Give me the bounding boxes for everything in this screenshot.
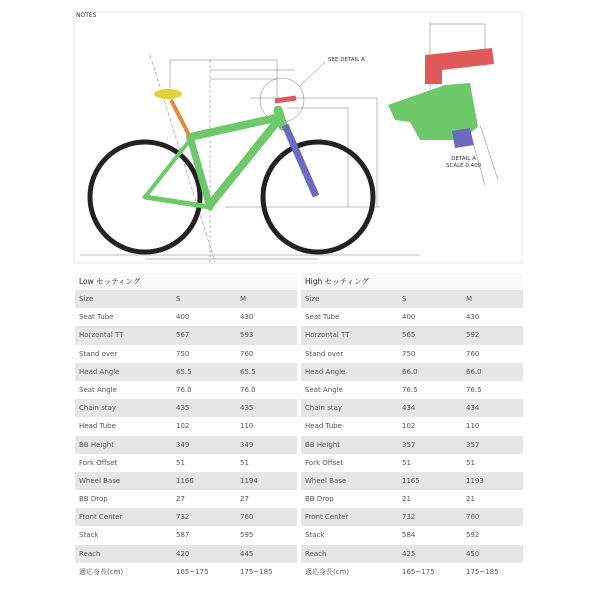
row-label: Stand over [79, 349, 118, 358]
size-m-value: 434 [466, 404, 480, 413]
size-s-value: 750 [402, 349, 416, 358]
table-row [75, 526, 297, 544]
size-s-value: 584 [402, 531, 416, 540]
row-label: Fork Offset [79, 458, 118, 467]
row-label: Stack [305, 531, 325, 540]
table-row [75, 490, 297, 508]
row-label: Stand over [305, 349, 344, 358]
size-m-value: 66.0 [466, 367, 482, 376]
row-label: BB Drop [79, 495, 108, 504]
size-s-value: 102 [176, 422, 190, 431]
row-label: Seat Angle [305, 385, 343, 394]
table-row [301, 508, 523, 526]
size-s-value: S [402, 295, 407, 303]
row-label: Wheel Base [79, 476, 121, 485]
size-s-value: 65.5 [176, 367, 192, 376]
size-m-value: 430 [466, 313, 480, 322]
size-s-value: 732 [176, 513, 190, 522]
row-label: Front Center [305, 513, 349, 522]
table-header-row [75, 290, 297, 308]
low-setting-table [75, 273, 297, 581]
row-label: Fork Offset [305, 458, 344, 467]
row-label: Chain stay [305, 404, 343, 413]
row-label: Seat Tube [79, 313, 114, 322]
size-m-value: 110 [466, 422, 480, 431]
table-row [75, 545, 297, 563]
table-row [301, 472, 523, 490]
size-m-value: 65.5 [240, 367, 256, 376]
size-m-value: 593 [240, 331, 254, 340]
table-row [301, 436, 523, 454]
table-row [301, 563, 523, 581]
size-m-value: 435 [240, 404, 254, 413]
size-s-value: 567 [176, 331, 190, 340]
size-s-value: 435 [176, 404, 190, 413]
row-label: Head Tube [305, 422, 342, 431]
size-s-value: 400 [402, 313, 416, 322]
size-m-value: 1194 [240, 476, 258, 485]
table-row [75, 508, 297, 526]
size-m-value: 76.0 [240, 385, 256, 394]
table-row [75, 363, 297, 381]
size-s-value: 420 [176, 549, 190, 558]
table-row [301, 454, 523, 472]
size-s-value: 51 [176, 458, 185, 467]
table-row [301, 326, 523, 344]
size-m-value: 1193 [466, 476, 484, 485]
size-m-value: 592 [466, 331, 480, 340]
size-s-value: 76.0 [176, 385, 192, 394]
size-s-value: 27 [176, 495, 185, 504]
size-s-value: 349 [176, 440, 190, 449]
size-m-value: 445 [240, 549, 254, 558]
size-s-value: 165~175 [402, 567, 435, 576]
size-s-value: 565 [402, 331, 416, 340]
size-m-value: 21 [466, 495, 475, 504]
table-row [75, 472, 297, 490]
table-header-row [301, 290, 523, 308]
size-m-value: M [240, 295, 247, 303]
table-row [75, 417, 297, 435]
size-m-value: 51 [240, 458, 249, 467]
table-row [75, 308, 297, 326]
detail-title: DETAIL A [451, 156, 476, 162]
bike-geometry-diagram [0, 0, 600, 270]
size-s-value: 400 [176, 313, 190, 322]
size-m-value: 110 [240, 422, 254, 431]
size-s-value: 165~175 [176, 567, 209, 576]
row-label: Horzontal TT [79, 331, 124, 340]
notes-label: NOTES [76, 12, 97, 19]
table-row [301, 381, 523, 399]
size-m-value: 450 [466, 549, 480, 558]
table-row [75, 345, 297, 363]
see-detail-label: SEE DETAIL A [328, 57, 365, 63]
size-m-value: 595 [240, 531, 254, 540]
row-label: BB Drop [305, 495, 334, 504]
size-s-value: 750 [176, 349, 190, 358]
size-s-value: 76.5 [402, 385, 418, 394]
size-s-value: 732 [402, 513, 416, 522]
table-row [301, 345, 523, 363]
size-m-value: 175~185 [466, 567, 499, 576]
size-m-value: 175~185 [240, 567, 273, 576]
row-label: Horzontal TT [305, 331, 350, 340]
size-m-value: 76.5 [466, 385, 482, 394]
row-label: 適応身長(cm) [79, 567, 124, 576]
row-label: Head Angle [79, 367, 120, 376]
row-label: Reach [79, 549, 101, 558]
row-label: Stack [79, 531, 99, 540]
size-m-value: 760 [240, 349, 254, 358]
table-row [75, 454, 297, 472]
table-row [75, 399, 297, 417]
size-m-value: 760 [240, 513, 254, 522]
row-label: 適応身長(cm) [305, 567, 350, 576]
row-label: Front Center [79, 513, 123, 522]
row-label: Wheel Base [305, 476, 347, 485]
size-m-value: M [466, 295, 473, 303]
table-row [301, 399, 523, 417]
size-s-value: S [176, 295, 181, 303]
row-label: Reach [305, 549, 327, 558]
table-title: High セッティング [301, 273, 523, 290]
size-m-value: 27 [240, 495, 249, 504]
size-s-value: 1165 [402, 476, 420, 485]
row-label: Seat Angle [79, 385, 117, 394]
table-row [75, 326, 297, 344]
row-label: Chain stay [79, 404, 117, 413]
table-row [75, 563, 297, 581]
table-row [301, 526, 523, 544]
table-row [301, 417, 523, 435]
table-row [301, 308, 523, 326]
size-s-value: 357 [402, 440, 416, 449]
size-s-value: 434 [402, 404, 416, 413]
detail-caption [446, 156, 481, 170]
row-label: Size [305, 295, 320, 303]
size-s-value: 102 [402, 422, 416, 431]
size-m-value: 760 [466, 349, 480, 358]
size-s-value: 51 [402, 458, 411, 467]
row-label: Head Tube [79, 422, 116, 431]
size-s-value: 21 [402, 495, 411, 504]
row-label: Seat Tube [305, 313, 340, 322]
row-label: BB Height [79, 440, 114, 449]
size-s-value: 66.0 [402, 367, 418, 376]
table-title: Low セッティング [75, 273, 297, 290]
size-s-value: 1166 [176, 476, 194, 485]
size-m-value: 51 [466, 458, 475, 467]
table-row [301, 545, 523, 563]
row-label: Head Angle [305, 367, 346, 376]
table-row [301, 490, 523, 508]
size-m-value: 592 [466, 531, 480, 540]
size-m-value: 760 [466, 513, 480, 522]
size-m-value: 430 [240, 313, 254, 322]
high-setting-table [301, 273, 523, 581]
table-row [301, 363, 523, 381]
table-row [75, 381, 297, 399]
table-row [75, 436, 297, 454]
size-m-value: 357 [466, 440, 480, 449]
detail-scale: SCALE 0.400 [446, 163, 482, 169]
size-s-value: 587 [176, 531, 190, 540]
size-m-value: 349 [240, 440, 254, 449]
row-label: Size [79, 295, 94, 303]
row-label: BB Height [305, 440, 340, 449]
size-s-value: 425 [402, 549, 416, 558]
